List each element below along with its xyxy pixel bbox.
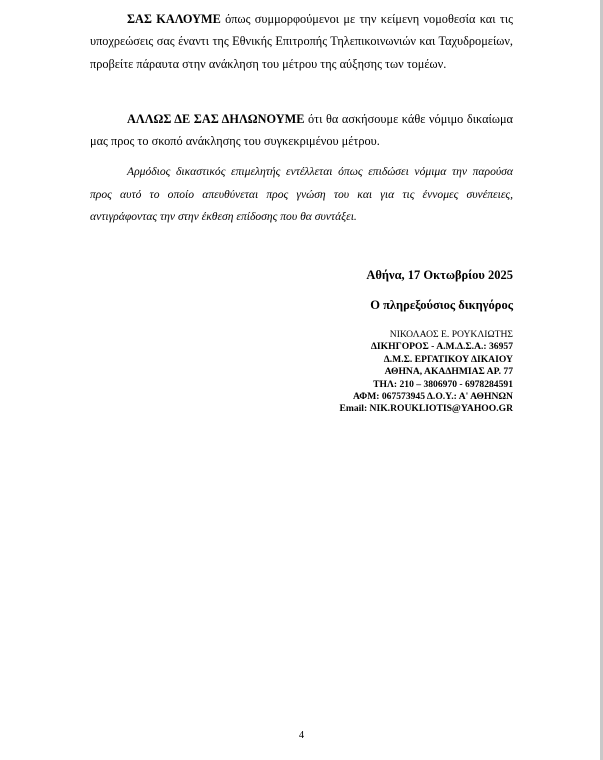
signature-line-bar-id: ΔΙΚΗΓΟΡΟΣ - Α.Μ.Δ.Σ.Α.: 36957 <box>370 341 513 353</box>
signature-line-address: ΑΘΗΝΑ, ΑΚΑΔΗΜΙΑΣ ΑΡ. 77 <box>384 366 513 378</box>
paragraph-declaration-lead: ΑΛΛΩΣ ΔΕ ΣΑΣ ΔΗΛΩΝΟΥΜΕ <box>127 112 305 126</box>
signature-line-tax-id: ΑΦΜ: 067573945 Δ.Ο.Υ.: Α' ΑΘΗΝΩΝ <box>353 391 513 403</box>
closing-date: Αθήνα, 17 Οκτωβρίου 2025 <box>366 268 513 282</box>
signature-line-phone: ΤΗΛ: 210 – 3806970 - 6978284591 <box>373 378 513 390</box>
signature-name: ΝΙΚΟΛΑΟΣ Ε. ΡΟΥΚΛΙΩΤΗΣ <box>389 329 513 340</box>
page-number: 4 <box>298 730 305 741</box>
signature-line-specialty: Δ.Μ.Σ. ΕΡΓΑΤΙΚΟΥ ΔΙΚΑΙΟΥ <box>383 353 513 365</box>
signature-block <box>339 329 513 416</box>
paragraph-bailiff: Αρμόδιος δικαστικός επιμελητής εντέλλεται όπως επιδώσει νόμιμα την παρούσα προς αυτό το οποίο απευθύνεται προς γνώση του και για τις έννομες συνέπειες, αντιγράφοντας την στην έκθεση επίδοσης που θα συντάξει. <box>90 165 513 223</box>
paragraph-summons-lead: ΣΑΣ ΚΑΛΟΥΜΕ <box>127 12 221 26</box>
paragraph-declaration <box>90 108 513 153</box>
signature-line-email: Email: NIK.ROUKLIOTIS@YAHOO.GR <box>339 403 513 415</box>
paragraph-declaration-text: ότι θα ασκήσουμε κάθε νόμιμο δικαίωμα μας προς το σκοπό ανάκλησης του συγκεκριμένου μέτρου. <box>90 112 513 149</box>
paragraph-summons-text: όπως συμμορφούμενοι με την κείμενη νομοθεσία και τις υποχρεώσεις σας έναντι της Εθνικής Επιτροπής Τηλεπικοινωνιών και Ταχυδρομείων, προβείτε πάραυτα στην ανάκληση του μέτρου της αύξησης των τομέων. <box>90 12 514 71</box>
closing-role: Ο πληρεξούσιος δικηγόρος <box>370 298 513 312</box>
paragraph-summons <box>90 8 513 75</box>
